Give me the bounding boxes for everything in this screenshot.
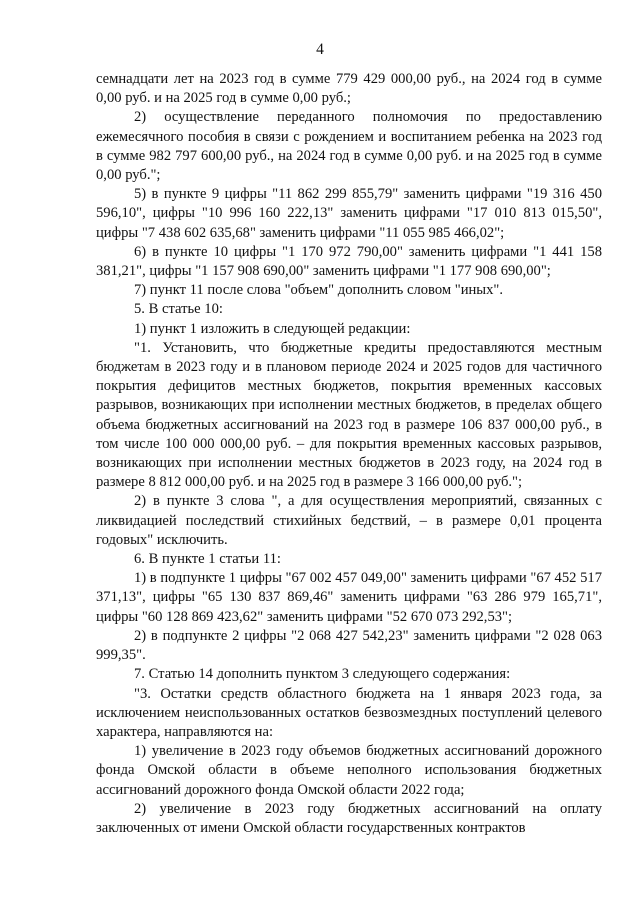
paragraph: 1) увеличение в 2023 году объемов бюджетных ассигнований дорожного фонда Омской области в объеме неполного использования бюджетных ассигнований дорожного фонда Омской области 2022 года; [96, 743, 602, 798]
paragraph: 2) осуществление переданного полномочия по предоставлению ежемесячного пособия в связи с рождением и воспитанием ребенка на 2023 год в сумме 982 797 600,00 руб., на 2024 год в сумме 0,00 руб. и на 2025 год в сумме 0,00 руб."; [96, 109, 602, 184]
paragraph: 1) пункт 1 изложить в следующей редакции: [134, 320, 411, 337]
paragraph: 2) в подпункте 2 цифры "2 068 427 542,23" заменить цифрами "2 028 063 999,35". [96, 627, 602, 664]
paragraph: 6. В пункте 1 статьи 11: [134, 551, 281, 568]
document-body [96, 70, 602, 838]
paragraph: "3. Остатки средств областного бюджета на 1 января 2023 года, за исключением неиспользованных остатков безвозмездных поступлений целевого характера, направляются на: [96, 685, 602, 740]
paragraph: 5) в пункте 9 цифры "11 862 299 855,79" заменить цифрами "19 316 450 596,10", цифры "10 996 160 222,13" заменить цифрами "17 010 813 015,50", цифры "7 438 602 635,68" заменить цифрами "11 055 985 466,02"; [96, 186, 602, 241]
paragraph: 5. В статье 10: [134, 301, 223, 318]
paragraph: 2) увеличение в 2023 году бюджетных ассигнований на оплату заключенных от имени Омской области государственных контрактов [96, 800, 602, 836]
paragraph: 2) в пункте 3 слова ", а для осуществления мероприятий, связанных с ликвидацией последствий стихийных бедствий, – в размере 0,01 процента годовых" исключить. [96, 493, 602, 548]
paragraph: 7. Статью 14 дополнить пунктом 3 следующего содержания: [134, 666, 511, 683]
page-number: 4 [316, 41, 324, 58]
paragraph: 1) в подпункте 1 цифры "67 002 457 049,00" заменить цифрами "67 452 517 371,13", цифры "65 130 837 869,46" заменить цифрами "63 286 979 165,71", цифры "60 128 869 423,62" заменить цифрами "52 670 073 292,53"; [96, 570, 602, 625]
paragraph: семнадцати лет на 2023 год в сумме 779 429 000,00 руб., на 2024 год в сумме 0,00 руб. и на 2025 год в сумме 0,00 руб.; [96, 71, 602, 107]
paragraph: 6) в пункте 10 цифры "1 170 972 790,00" заменить цифрами "1 441 158 381,21", цифры "1 157 908 690,00" заменить цифрами "1 177 908 690,00"; [96, 243, 602, 280]
paragraph: 7) пункт 11 после слова "объем" дополнить словом "иных". [134, 282, 504, 299]
paragraph: "1. Установить, что бюджетные кредиты предоставляются местным бюджетам в 2023 году и в плановом периоде 2024 и 2025 годов для частичного покрытия дефицитов местных бюджетов, покрытия временных кассовых разрывов, возникающих при исполнении местных бюджетов, в пределах общего объема бюджетных ассигнований на 2023 год в размере 106 837 000,00 руб., в том числе 100 000 000,00 руб. – для покрытия временных кассовых разрывов, возникающих при исполнении местных бюджетов в 2023 году, на 2024 год в размере 8 812 000,00 руб. и на 2025 год в размере 3 166 000,00 руб."; [96, 339, 602, 491]
